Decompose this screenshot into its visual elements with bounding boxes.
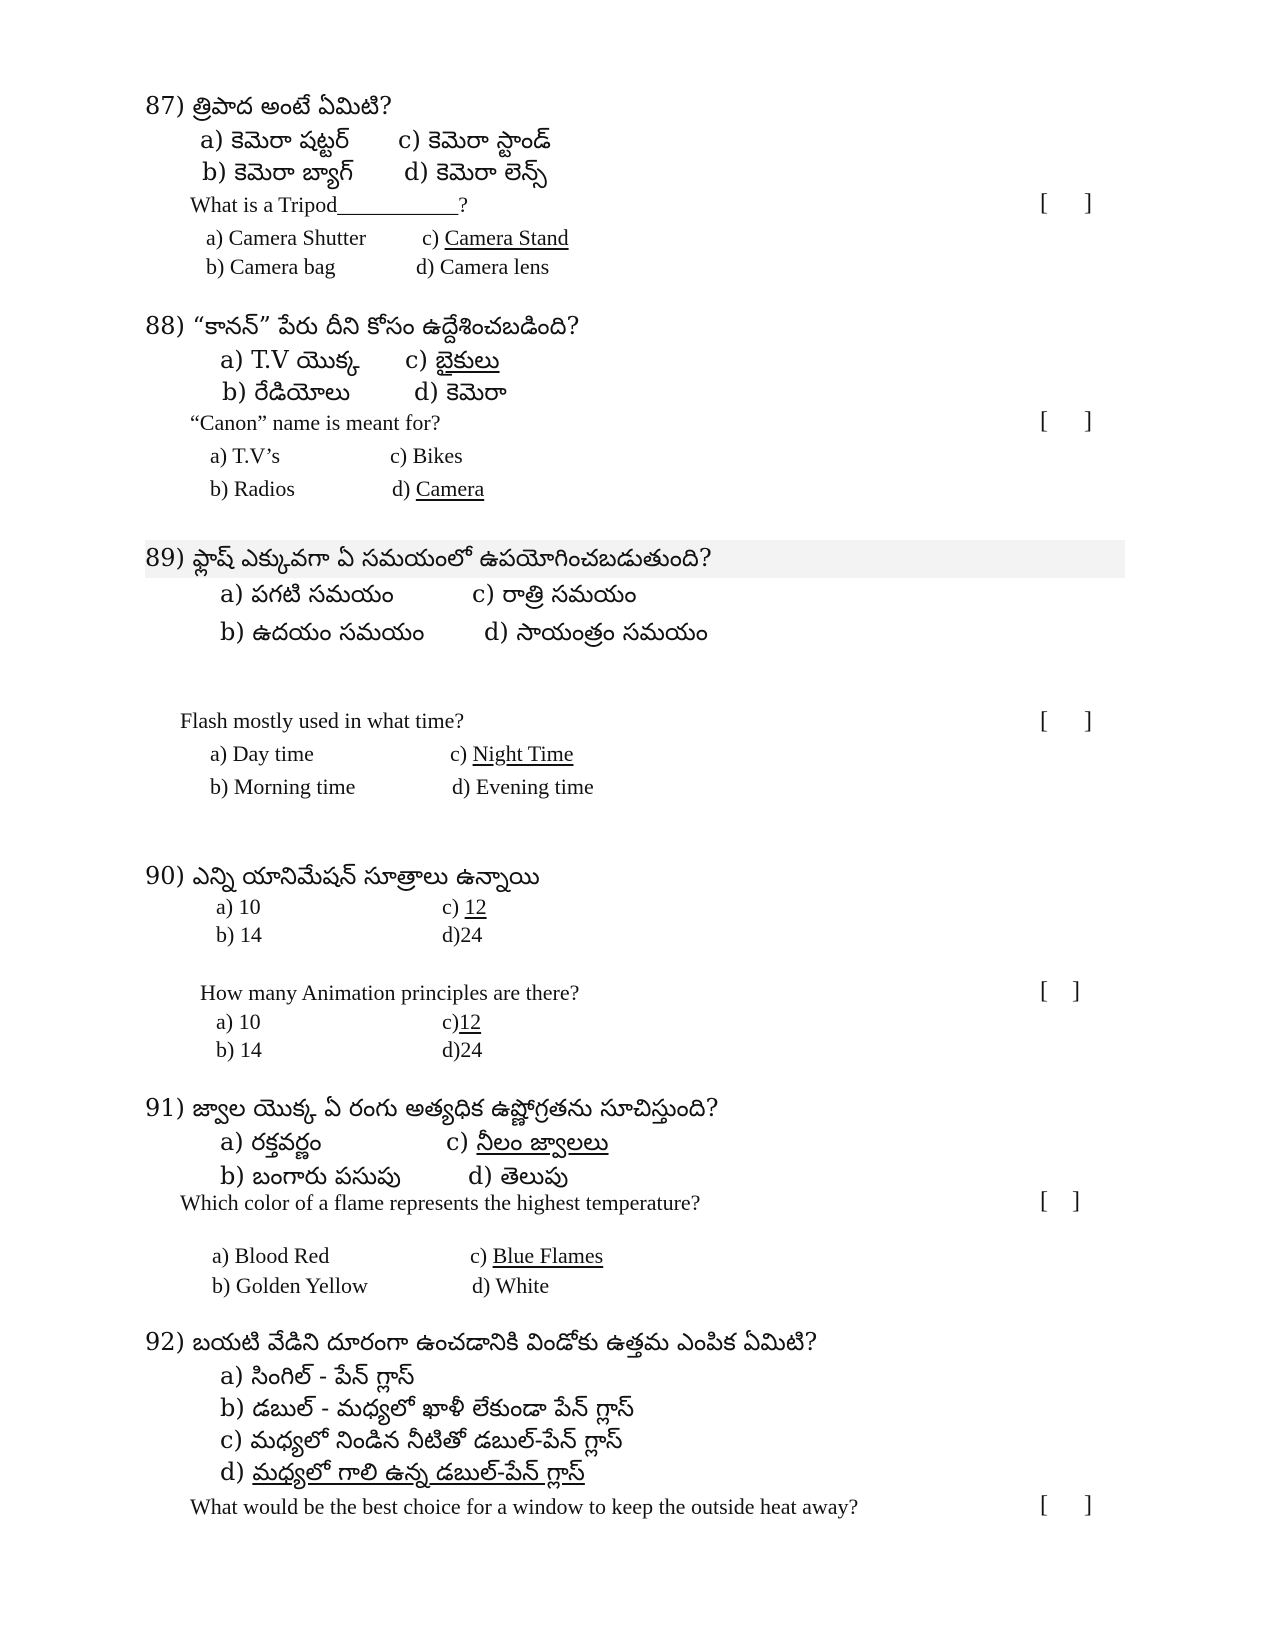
q90-te-underlined: 12 (464, 894, 487, 919)
q91-correct-answer: Blue Flames (492, 1243, 604, 1268)
q91-te-option-c: c) నీలం జ్వాలలు (446, 1128, 609, 1156)
q87-en-option-b: b) Camera bag (206, 254, 336, 279)
q90-te-option-d: d)24 (442, 922, 483, 947)
q90-en-option-a: a) 10 (216, 1009, 261, 1034)
question-90-english: How many Animation principles are there? (200, 980, 580, 1005)
q92-answer-bracket: [ ] (1040, 1492, 1092, 1518)
q89-correct-answer: Night Time (472, 741, 574, 766)
q87-te-option-d: d) కెమెరా లెన్స్ (404, 158, 547, 186)
q91-te-underlined: నీలం జ్వాలలు (476, 1128, 609, 1156)
q88-te-option-d: d) కెమెరా (414, 378, 507, 406)
question-89-english: Flash mostly used in what time? (180, 708, 465, 733)
q92-correct-answer: మధ్యలో గాలి ఉన్న డబుల్-పేన్ గ్లాస్ (252, 1458, 585, 1486)
question-90-telugu: 90) ఎన్ని యానిమేషన్ సూత్రాలు ఉన్నాయి (145, 862, 540, 890)
question-92-telugu: 92) బయటి వేడిని దూరంగా ఉంచడానికి విండోకు ఉత్తమ ఎంపిక ఏమిటి? (145, 1328, 818, 1356)
q89-te-option-a: a) పగటి సమయం (220, 580, 394, 608)
q91-te-option-d: d) తెలుపు (468, 1162, 569, 1190)
q87-te-option-a: a) కెమెరా షట్టర్ (200, 126, 350, 154)
question-88-english: “Canon” name is meant for? (190, 410, 441, 435)
q88-en-option-b: b) Radios (210, 476, 295, 501)
q92-te-option-a: a) సింగిల్ - పేన్ గ్లాస్ (220, 1362, 415, 1390)
q90-en-option-b: b) 14 (216, 1037, 262, 1062)
question-87-telugu: 87) త్రిపాద అంటే ఏమిటి? (145, 92, 393, 120)
q87-en-option-c: c) Camera Stand (422, 225, 569, 250)
q88-te-underlined: బైకులు (435, 346, 500, 374)
question-91-telugu: 91) జ్వాల యొక్క ఏ రంగు అత్యధిక ఉష్ణోగ్రతను సూచిస్తుంది? (145, 1094, 719, 1122)
q91-en-option-b: b) Golden Yellow (212, 1273, 368, 1298)
q92-te-option-d: d) మధ్యలో గాలి ఉన్న డబుల్-పేన్ గ్లాస్ (220, 1458, 585, 1486)
q88-te-option-c: c) బైకులు (405, 346, 500, 374)
q89-en-option-a: a) Day time (210, 741, 314, 766)
question-92-english: What would be the best choice for a window to keep the outside heat away? (190, 1494, 859, 1519)
q89-te-option-d: d) సాయంత్రం సమయం (484, 618, 708, 646)
q90-en-option-c: c)12 (442, 1009, 482, 1034)
q92-te-option-c: c) మధ్యలో నిండిన నీటితో డబుల్-పేన్ గ్లాస్ (220, 1426, 623, 1454)
q88-en-option-a: a) T.V’s (210, 443, 281, 468)
q87-te-option-c: c) కెమెరా స్టాండ్ (398, 126, 551, 154)
q89-answer-bracket: [ ] (1040, 708, 1092, 734)
question-89-telugu: 89) ఫ్లాష్ ఎక్కువగా ఏ సమయంలో ఉపయోగించబడుతుంది? (145, 544, 712, 572)
q88-correct-answer: Camera (415, 476, 485, 501)
q89-en-option-d: d) Evening time (452, 774, 594, 799)
question-88-telugu: 88) “కానన్” పేరు దీని కోసం ఉద్దేశించబడింది? (145, 312, 580, 340)
q90-answer-bracket: [ ] (1040, 978, 1080, 1004)
q91-en-option-c: c) Blue Flames (470, 1243, 604, 1268)
q88-te-option-b: b) రేడియోలు (222, 378, 351, 406)
q90-te-option-a: a) 10 (216, 894, 261, 919)
q87-en-option-d: d) Camera lens (416, 254, 550, 279)
q89-te-option-c: c) రాత్రి సమయం (472, 580, 637, 608)
q87-en-option-a: a) Camera Shutter (206, 225, 367, 250)
q88-te-option-a: a) T.V యొక్క (220, 346, 360, 374)
q88-en-option-d: d) Camera (392, 476, 485, 501)
q88-en-option-c: c) Bikes (390, 443, 463, 468)
q90-en-option-d: d)24 (442, 1037, 483, 1062)
q89-en-option-b: b) Morning time (210, 774, 356, 799)
q91-en-option-d: d) White (472, 1273, 550, 1298)
q91-en-option-a: a) Blood Red (212, 1243, 330, 1268)
q88-answer-bracket: [ ] (1040, 408, 1092, 434)
q87-correct-answer: Camera Stand (444, 225, 569, 250)
q87-answer-bracket: [ ] (1040, 190, 1092, 216)
q91-te-option-a: a) రక్తవర్ణం (220, 1128, 322, 1156)
q91-te-option-b: b) బంగారు పసుపు (220, 1162, 401, 1190)
q90-te-option-b: b) 14 (216, 922, 262, 947)
q91-answer-bracket: [ ] (1040, 1188, 1080, 1214)
q87-te-option-b: b) కెమెరా బ్యాగ్ (202, 158, 354, 186)
q90-correct-answer: 12 (459, 1009, 482, 1034)
q92-te-option-b: b) డబుల్ - మధ్యలో ఖాళీ లేకుండా పేన్ గ్లాస్ (220, 1394, 635, 1422)
question-87-english: What is a Tripod___________? (190, 192, 469, 217)
question-91-english: Which color of a flame represents the highest temperature? (180, 1190, 701, 1215)
q90-te-option-c: c) 12 (442, 894, 487, 919)
q89-te-option-b: b) ఉదయం సమయం (220, 618, 425, 646)
q89-en-option-c: c) Night Time (450, 741, 574, 766)
